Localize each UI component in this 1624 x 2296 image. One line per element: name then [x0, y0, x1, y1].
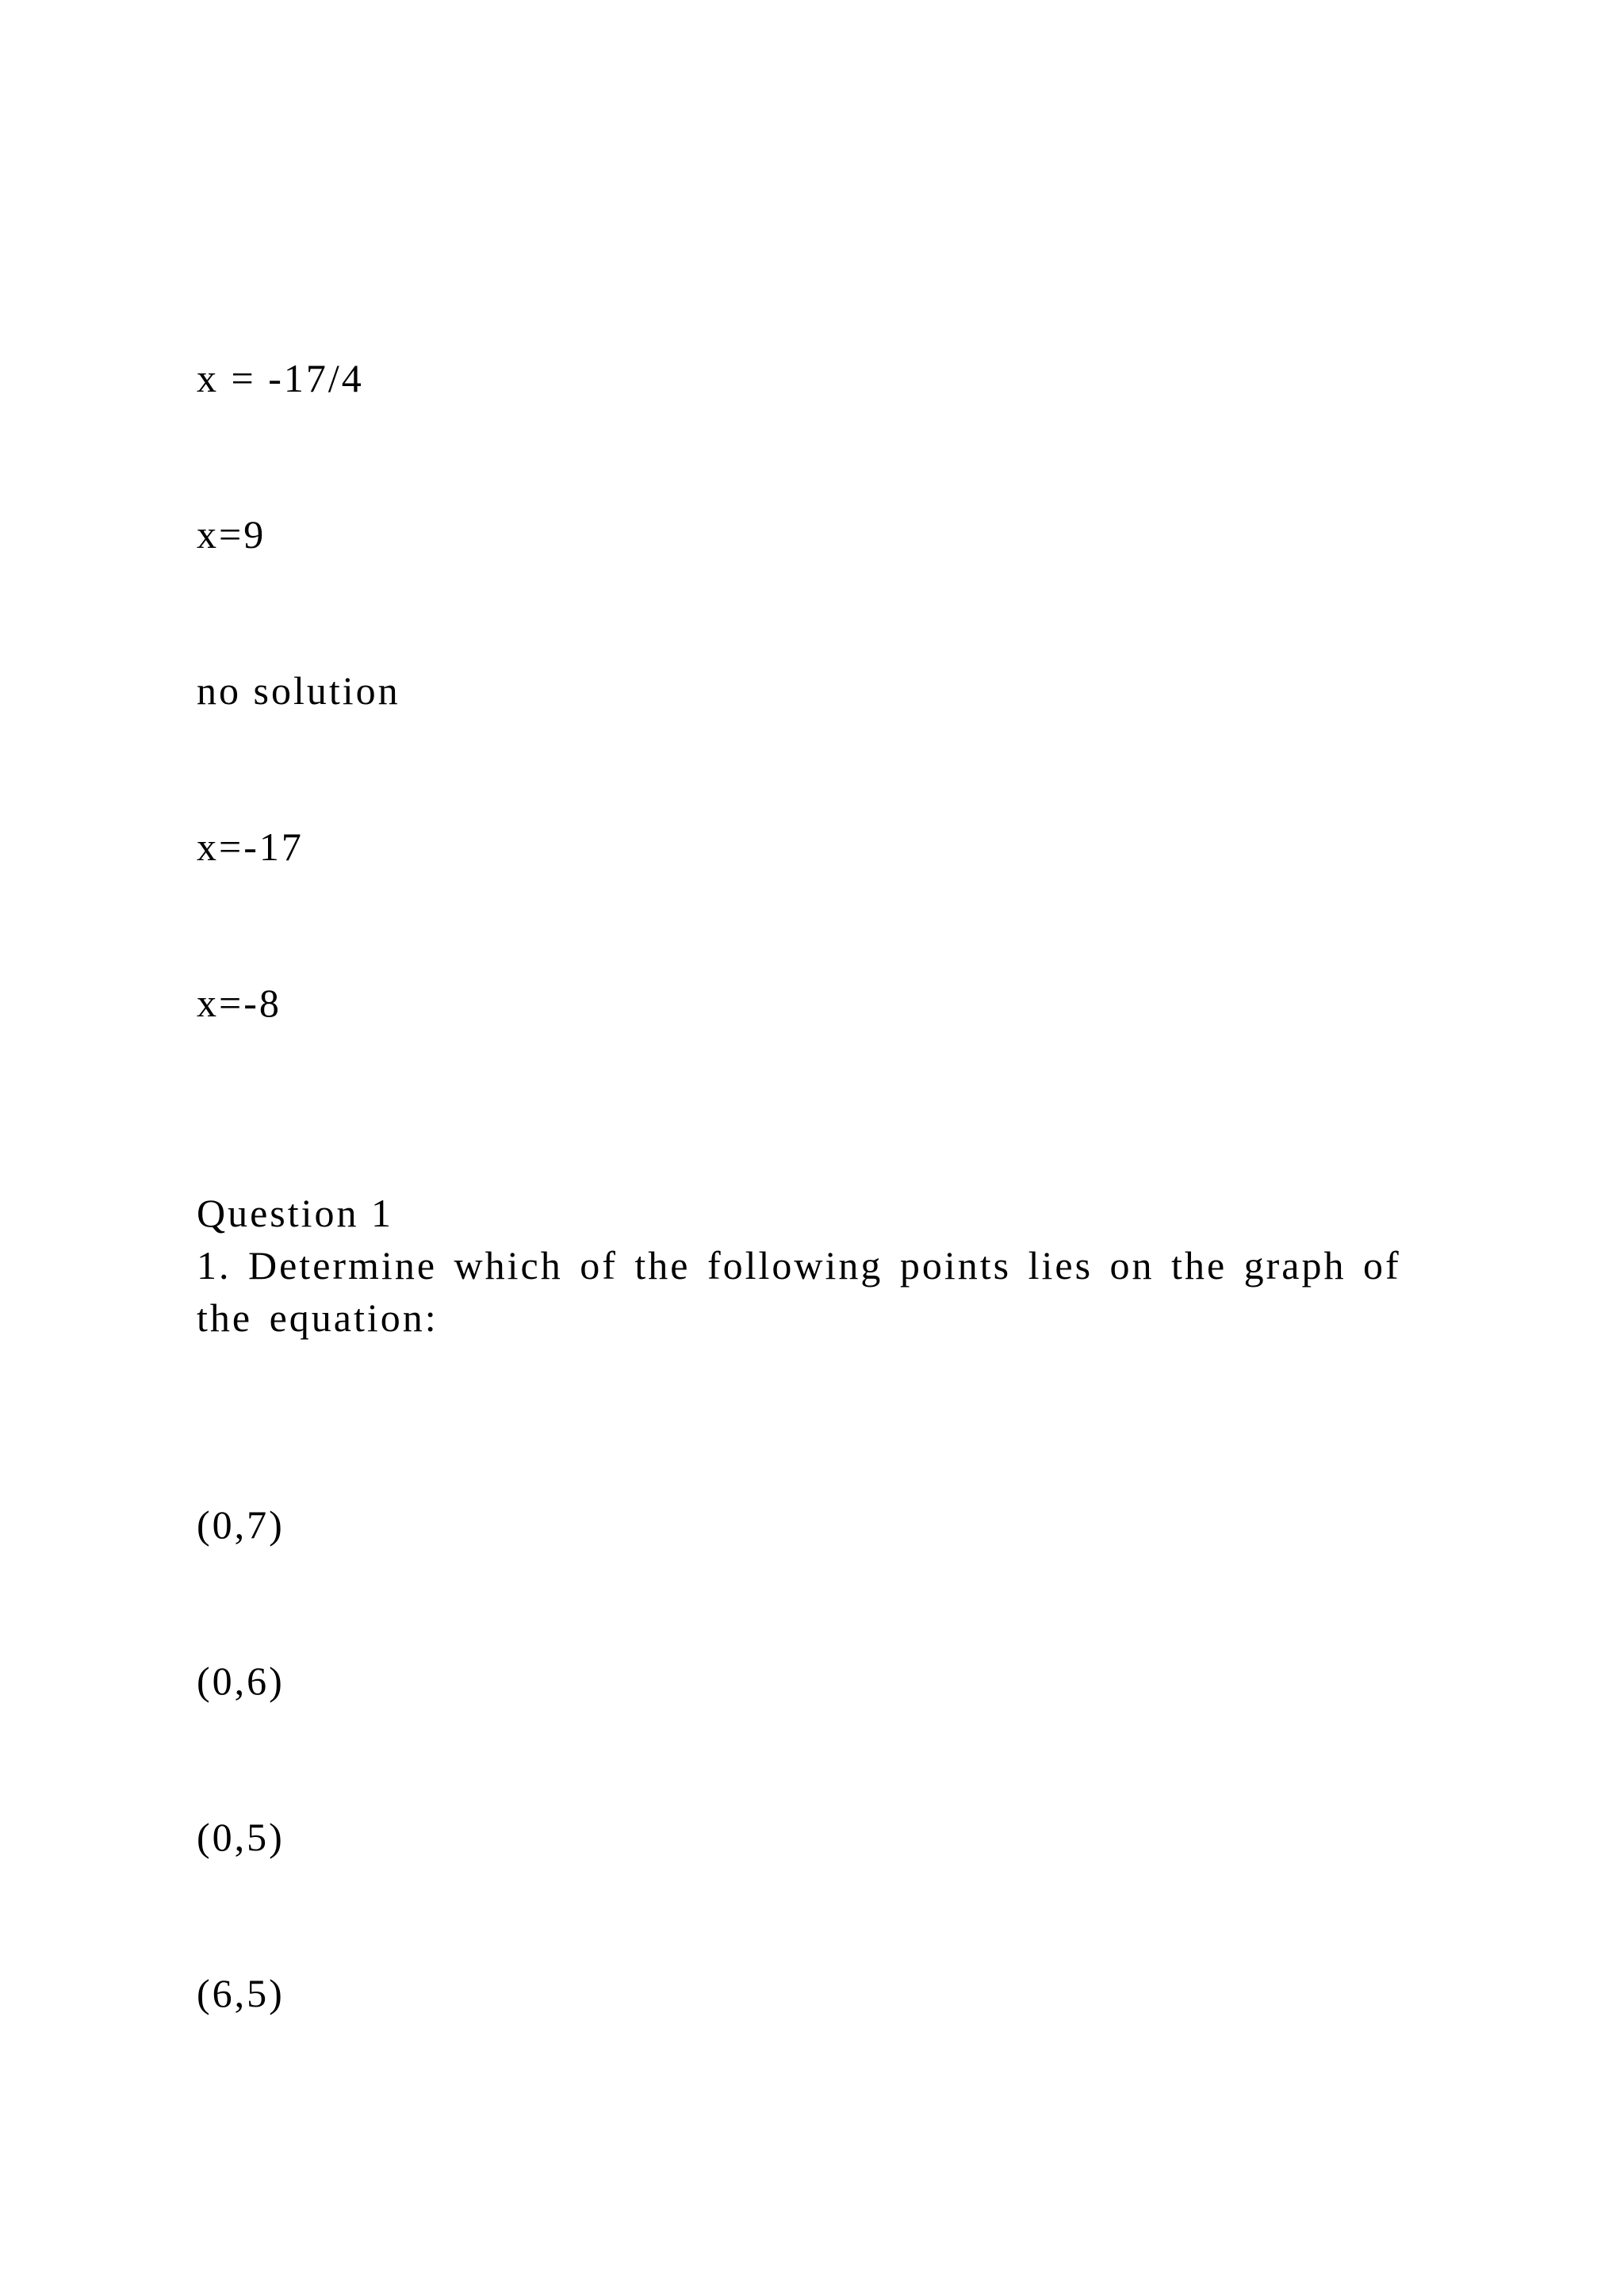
point-option: (6,5): [197, 1971, 285, 2015]
point-option: (0,6): [197, 1659, 285, 1703]
question-text: 1. Determine which of the following points lies on the graph of the equation:: [197, 1243, 1401, 1340]
answer-option: no solution: [197, 668, 400, 713]
answer-option: x=-8: [197, 981, 282, 1025]
answer-option: x=9: [197, 512, 266, 557]
point-option: (0,7): [197, 1502, 285, 1547]
answer-option: x = -17/4: [197, 356, 364, 400]
question-heading: Question 1: [197, 1191, 394, 1235]
point-option: (0,5): [197, 1815, 285, 1859]
answer-option: x=-17: [197, 825, 304, 869]
